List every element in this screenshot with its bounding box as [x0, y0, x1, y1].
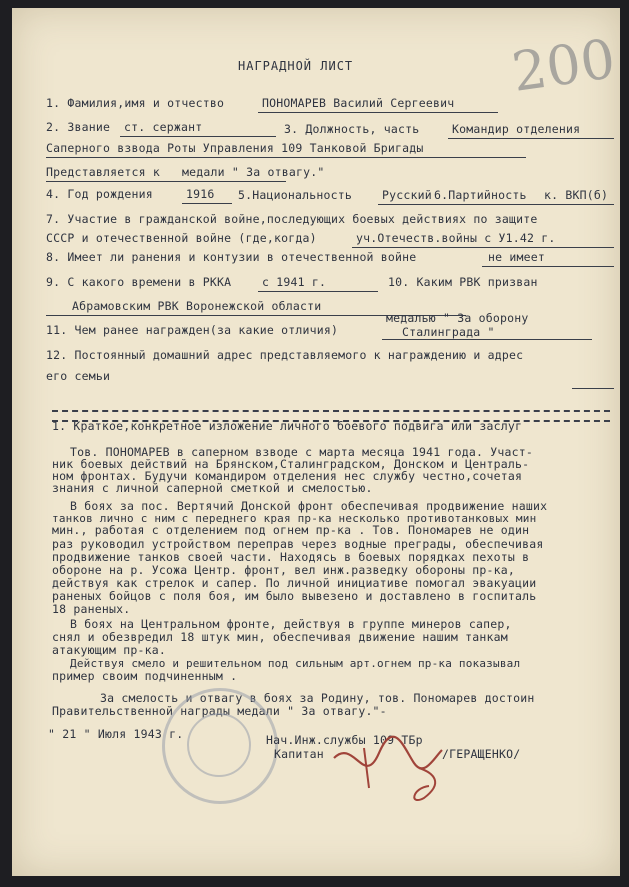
field-5-label: 5.Национальность [238, 188, 352, 202]
field-9-label: 9. С какого времени в РККА [46, 275, 232, 289]
round-seal-stamp [162, 688, 278, 804]
narrative-line: раненых бойцов с поля боя, им было вывезено и доставлено в госпиталь [52, 589, 537, 603]
field-1-label: 1. Фамилия,имя и отчество [46, 96, 225, 110]
section-heading: 1. Краткое,конкретное изложение личного боевого подвига или заслуг [52, 419, 523, 433]
field-11-value-1: медалью " За оборону [386, 311, 529, 325]
field-2-underline [120, 136, 276, 137]
field-3-value: Командир отделения [452, 122, 581, 136]
presented-underline [46, 181, 286, 182]
field-1-value: ПОНОМАРЕВ Василий Сергеевич [262, 96, 455, 110]
field-8-underline [482, 266, 614, 267]
signatory-name: /ГЕРАЩЕНКО/ [442, 747, 521, 761]
narrative-line: 18 раненых. [52, 602, 131, 616]
narrative-line: В боях на Центральном фронте, действуя в группе минеров сапер, [70, 617, 512, 631]
signatory-rank: Капитан [274, 747, 324, 761]
narrative-line: ник боевых действий на Брянском,Сталинградском, Донском и Централь- [52, 457, 530, 471]
field-12-underline [572, 388, 614, 389]
field-6-value: к. ВКП(б) [544, 188, 609, 202]
handwritten-signature [324, 728, 454, 808]
field-3-value-cont: Саперного взвода Роты Управления 109 Танковой Бригады [46, 141, 424, 155]
date: " 21 " Июля 1943 г. [48, 727, 184, 741]
field-4-underline [182, 203, 232, 204]
field-8-label: 8. Имеет ли ранения и контузии в отечественной войне [46, 250, 417, 264]
field-7-value: уч.Отечеств.войны с У1.42 г. [356, 231, 556, 245]
presented-value: медали " За отвагу." [182, 165, 325, 179]
signatory-title: Нач.Инж.службы 109 ТБр [266, 733, 423, 747]
narrative-line: снял и обезвредил 18 штук мин, обеспечивая движение нашим танкам [52, 630, 508, 644]
field-3-underline [448, 138, 614, 139]
field-7-label-cont: СССР и отечественной войне (где,когда) [46, 231, 317, 245]
field-9-value: с 1941 г. [262, 275, 327, 289]
field-1-underline [258, 112, 498, 113]
narrative-line: мин., работая с отделением под огнем пр-ка . Тов. Пономарев не один [52, 523, 530, 537]
field-4-label: 4. Год рождения [46, 187, 153, 201]
field-2-value: ст. сержант [124, 120, 203, 134]
narrative-line: знания с личной саперной сметкой и смелостью. [52, 481, 373, 495]
narrative-line: раз руководил устройством переправ через водные преграды, обеспечивая [52, 537, 544, 551]
field-12-label-cont: его семьи [46, 369, 111, 383]
field-7-label: 7. Участие в гражданской войне,последующих боевых действиях по защите [46, 212, 538, 226]
narrative-line: обороне на р. Усожа Центр. фронт, вел инж.разведку обороны пр-ка, [52, 563, 516, 577]
narrative-line: действуя как стрелок и сапер. По личной инициативе помогал эвакуации [52, 576, 537, 590]
narrative-line: Действуя смело и решительном под сильным арт.огнем пр-ка показывал [70, 657, 521, 670]
field-10-value: Абрамовским РВК Воронежской области [72, 299, 322, 313]
narrative-line: танков лично с ним с переднего края пр-ка несколько противотанковых мин [52, 512, 537, 525]
field-4-value: 1916 [186, 187, 215, 201]
field-11-underline [382, 339, 592, 340]
handwritten-number: 200 [508, 27, 619, 104]
field-56-underline [378, 204, 614, 205]
field-6-label: 6.Партийность [434, 188, 527, 202]
narrative-line: атакующим пр-ка. [52, 643, 166, 657]
field-3-label: 3. Должность, часть [284, 122, 420, 136]
field-8-value: не имеет [488, 250, 545, 264]
seal-inner-ring [187, 713, 251, 777]
field-11-label: 11. Чем ранее награжден(за какие отличия) [46, 323, 339, 337]
document-title: НАГРАДНОЙ ЛИСТ [238, 59, 354, 73]
narrative-line: ном фронтах. Будучи командиром отделения нес службу честно,сочетая [52, 469, 523, 483]
narrative-line: пример своим подчиненным . [52, 669, 238, 683]
narrative-line: продвижение танков своей части. Находясь в боевых порядках пехоты в [52, 550, 530, 564]
narrative-line: За смелость и отвагу в боях за Родину, тов. Пономарев достоин [100, 691, 535, 705]
field-7-underline [352, 247, 614, 248]
presented-label: Представляется к [46, 165, 160, 179]
field-9-underline [258, 291, 378, 292]
award-sheet [12, 8, 620, 876]
narrative-line: В боях за пос. Вертячий Донской фронт обеспечивая продвижение наших [70, 499, 548, 513]
narrative-line: Тов. ПОНОМАРЕВ в саперном взводе с марта месяца 1941 года. Участ- [70, 445, 534, 459]
narrative-line: Правительственной награды медали " За отвагу."- [52, 704, 387, 718]
field-12-label: 12. Постоянный домашний адрес представляемого к награждению и адрес [46, 348, 524, 362]
field-3-cont-underline [46, 157, 526, 158]
field-2-label: 2. Звание [46, 120, 111, 134]
field-5-value: Русский [382, 188, 432, 202]
field-10-label: 10. Каким РВК призван [388, 275, 538, 289]
field-11-value-2: Сталинграда " [402, 325, 495, 339]
